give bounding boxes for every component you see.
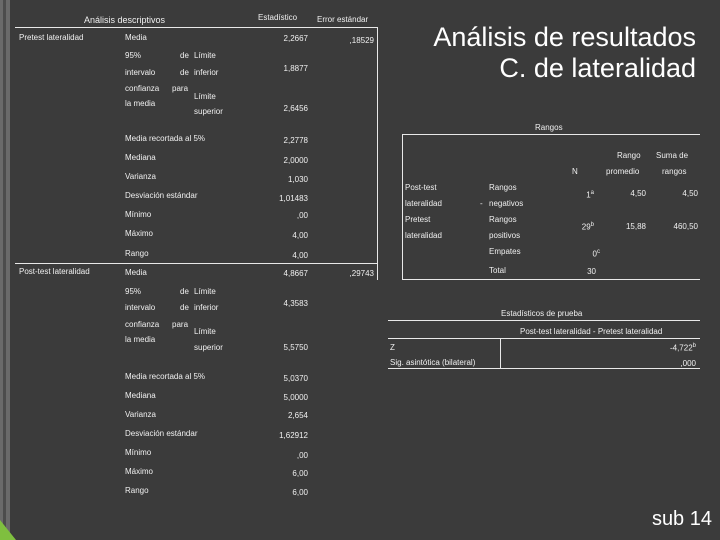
variance-value: 1,030	[287, 175, 308, 184]
group-label: Post-test lateralidad	[19, 267, 90, 276]
rank-n: 0$^c$	[592, 249, 600, 259]
trimmed-mean-label: Media recortada al 5%	[125, 134, 206, 143]
descriptives-caption: Análisis descriptivos	[84, 15, 166, 25]
ranks-header-rule	[402, 134, 700, 135]
ci-lower-value: 1,8877	[283, 64, 308, 73]
ci-upper-value: 2,6456	[283, 104, 308, 113]
range-label: Rango	[125, 486, 149, 495]
ci-upper-label: Límite	[194, 92, 216, 101]
rank-mean: 4,50	[630, 189, 646, 198]
tests-header-rule	[388, 320, 700, 321]
min-label: Mínimo	[125, 210, 152, 219]
ci-label-para: para	[172, 320, 189, 329]
col-sum-ranks: rangos	[662, 167, 687, 176]
trimmed-mean-label: Media recortada al 5%	[125, 372, 206, 381]
rank-n: 29$^b$	[581, 222, 594, 232]
ci-label-de: de	[180, 287, 189, 296]
slide-number: sub 14	[651, 508, 712, 530]
z-label: Z	[390, 343, 395, 352]
ci-lower-label: Límite	[194, 51, 216, 60]
tests-divider	[500, 338, 501, 368]
rank-row-label: Rangos	[489, 215, 517, 224]
ci-lower-value: 4,3583	[283, 299, 308, 308]
ranks-caption: Rangos	[535, 123, 563, 132]
table-right-border	[377, 27, 378, 280]
min-value: ,00	[296, 211, 308, 220]
rank-n: 30	[587, 267, 596, 276]
ci-label: confianza	[125, 320, 160, 329]
title-line-1: Análisis de resultados	[433, 22, 696, 52]
mean-std-error: ,18529	[349, 36, 374, 45]
variance-label: Varianza	[125, 172, 156, 181]
rank-row-label: Rangos	[489, 183, 517, 192]
col-mean-rank: Rango	[617, 151, 641, 160]
ci-upper-label: superior	[194, 107, 223, 116]
title-line-2: C. de lateralidad	[499, 53, 696, 83]
ci-label: 95%	[125, 287, 142, 296]
rank-row-label: positivos	[489, 231, 521, 240]
ci-label: la media	[125, 99, 156, 108]
ci-upper-value: 5,5750	[283, 343, 308, 352]
col-mean-rank: promedio	[606, 167, 640, 176]
std-dev-label: Desviación estándar	[125, 429, 198, 438]
ci-lower-label: inferior	[194, 68, 219, 77]
ci-label: 95%	[125, 51, 142, 60]
z-value: -4,722$^b$	[669, 343, 696, 353]
ranks-left-border	[402, 134, 403, 280]
std-dev-label: Desviación estándar	[125, 191, 198, 200]
ci-label: intervalo	[125, 68, 156, 77]
sig-label: Sig. asintótica (bilateral)	[390, 358, 476, 367]
comparison-dash: -	[480, 199, 483, 208]
left-accent-strip	[0, 0, 10, 540]
mean-value: 2,2667	[283, 34, 308, 43]
tests-caption: Estadísticos de prueba	[501, 309, 583, 318]
ci-label-para: para	[172, 84, 189, 93]
sig-value: ,000	[680, 359, 696, 368]
mean-label: Media	[125, 33, 147, 42]
ci-label-de: de	[180, 51, 189, 60]
range-label: Rango	[125, 249, 149, 258]
ci-label-de: de	[180, 303, 189, 312]
range-value: 4,00	[292, 251, 308, 260]
mean-std-error: ,29743	[349, 269, 374, 278]
mean-value: 4,8667	[283, 269, 308, 278]
range-value: 6,00	[292, 488, 308, 497]
variance-value: 2,654	[287, 411, 308, 420]
median-label: Mediana	[125, 391, 156, 400]
comparison-label: lateralidad	[405, 231, 442, 240]
median-label: Mediana	[125, 153, 156, 162]
tests-column: Post-test lateralidad - Pretest lateralidad	[520, 327, 663, 336]
corner-triangle	[0, 520, 16, 540]
max-value: 6,00	[292, 469, 308, 478]
col-std-error: Error estándar	[317, 15, 369, 24]
trimmed-mean-value: 2,2778	[283, 136, 308, 145]
trimmed-mean-value: 5,0370	[283, 374, 308, 383]
max-value: 4,00	[292, 231, 308, 240]
group-divider	[15, 263, 378, 264]
median-value: 2,0000	[283, 156, 308, 165]
tests-bottom-rule	[388, 368, 700, 369]
header-rule	[15, 27, 378, 28]
std-dev-value: 1,01483	[279, 194, 308, 203]
ci-lower-label: Límite	[194, 287, 216, 296]
col-sum-ranks: Suma de	[656, 151, 689, 160]
ci-lower-label: inferior	[194, 303, 219, 312]
ci-upper-label: Límite	[194, 327, 216, 336]
rank-sum: 4,50	[682, 189, 698, 198]
median-value: 5,0000	[283, 393, 308, 402]
min-value: ,00	[296, 451, 308, 460]
comparison-label: Pretest	[405, 215, 431, 224]
ranks-bottom-rule	[402, 279, 700, 280]
variance-label: Varianza	[125, 410, 156, 419]
ci-label-de: de	[180, 68, 189, 77]
mean-label: Media	[125, 268, 147, 277]
rank-row-label: Empates	[489, 247, 521, 256]
col-n: N	[572, 167, 578, 176]
slide-title	[400, 22, 696, 84]
max-label: Máximo	[125, 229, 154, 238]
rank-row-label: negativos	[489, 199, 524, 208]
group-label: Pretest lateralidad	[19, 33, 84, 42]
ci-label: la media	[125, 335, 156, 344]
rank-n: 1$^a$	[586, 190, 594, 200]
ci-label: confianza	[125, 84, 160, 93]
comparison-label: lateralidad	[405, 199, 442, 208]
std-dev-value: 1,62912	[279, 431, 308, 440]
ci-upper-label: superior	[194, 343, 223, 352]
col-statistic: Estadístico	[258, 13, 298, 22]
ci-label: intervalo	[125, 303, 156, 312]
rank-sum: 460,50	[673, 222, 698, 231]
min-label: Mínimo	[125, 448, 152, 457]
comparison-label: Post-test	[405, 183, 437, 192]
max-label: Máximo	[125, 467, 154, 476]
rank-row-label: Total	[489, 266, 506, 275]
tests-subheader-rule	[388, 338, 700, 339]
rank-mean: 15,88	[625, 222, 646, 231]
